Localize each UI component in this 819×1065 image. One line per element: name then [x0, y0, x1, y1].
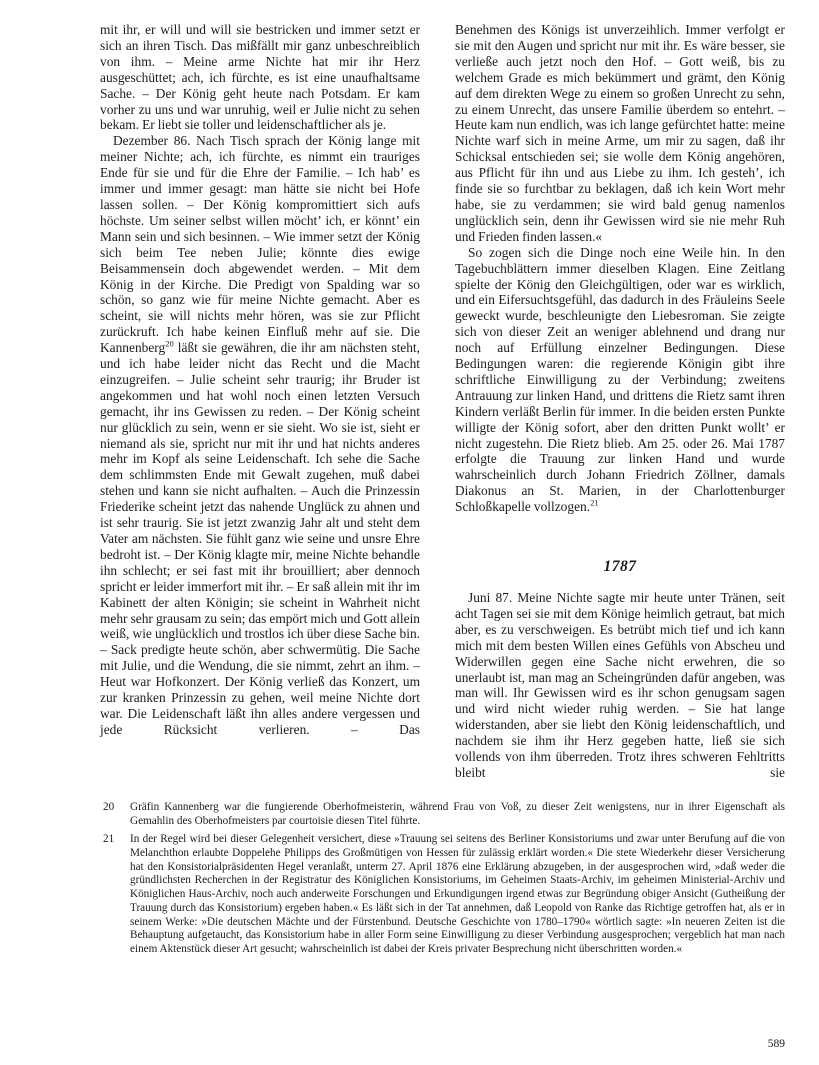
paragraph-text: Juni 87. Meine Nichte sagte mir heute unter Tränen, seit acht Tagen sei sie mit dem Könige heimlich getraut, bat mich aber, es zu verschweigen. Es betrübt mich tief und ich kann mich mit dem besten Willen eines Gefühls von Abscheu und Widerwillen gegen eine Sache nicht erwehren, die so unerlaubt ist, man mag an Scheingründen dafür angeben, was man will. Ihr Gewissen wird es ihr schon genugsam sagen und wird nicht wieder ruhig werden. – Sie hat lange widerstanden, aber sie liebt den König leidenschaftlich, und nachdem sie ihm ihr Herz gegeben hatte, ließ sie sich vollends von ihm überreden. Trotz ihres schweren Fehltritts bleibt sie: [455, 590, 785, 780]
footnote-20: [100, 801, 785, 828]
footnote-ref-21: 21: [590, 497, 599, 508]
footnote-text: Gräfin Kannenberg war die fungierende Oberhofmeisterin, während Frau von Voß, zu dieser Zeit wenigstens, nur in ihrer Eigenschaft als Gemahlin des Oberhofmeisters par courtoisie diesen Titel führte.: [130, 800, 785, 827]
footnotes-section: [100, 801, 785, 957]
paragraph-text: So zogen sich die Dinge noch eine Weile hin. In den Tagebuchblättern immer dieselben Klagen. Eine Zeitlang spielte der König den Gleichgültigen, oder war es wirklich, und ein Eifersuchtsgefühl, das dadurch in des Fräuleins Seele geweckt wurde, beschleunigte den Liebesroman. Sie zeigte sich von dieser Zeit an weniger ablehnend und drang nur noch auf Erfüllung einzelner Bedingungen. Diese Bedingungen waren: die regierende Königin gibt ihre schriftliche Einwilligung zu der Verbindung; zweitens Antrauung zur linken Hand, und drittens die Rietz samt ihren Kindern verläßt Berlin für immer. In die beiden ersten Punkte willigte der König sofort, aber den dritten Punkt wollt’ er nicht zugestehn. Die Rietz blieb. Am 25. oder 26. Mai 1787 erfolgte die Trauung zur linken Hand und wurde wahrscheinlich durch Johann Friedrich Zöllner, damals Diakonus an St. Marien, in der Charlottenburger Schloßkapelle vollzogen.: [455, 244, 785, 515]
text-columns: [100, 22, 785, 781]
paragraph: [455, 590, 785, 781]
footnote-number: 21: [103, 833, 115, 846]
year-heading: 1787: [603, 558, 637, 576]
paragraph: [100, 133, 420, 737]
page-number: 589: [767, 1038, 785, 1050]
left-column: [100, 22, 420, 781]
right-column: [455, 22, 785, 781]
paragraph-text: läßt sie gewähren, die ihr am nächsten steht, und ich habe leider nicht das Recht und die Macht einzugreifen. – Julie scheint sehr traurig; ihr Bruder ist angekommen und hat wohl noch einen letzten Versuch gemacht, ihr ins Gewissen zu reden. – Der König scheint nur glücklich zu sein, wenn er sie sieht. Wo sie ist, sieht er niemand als sie, spricht nur mit ihr und hat nichts anderes mehr im Kopf als seine Leidenschaft. Ich sehe die Sache dem schlimmsten Ende mit Gewalt zugehen, muß dabei stehen und kann sie nicht aufhalten. – Auch die Prinzessin Friederike scheint jetzt das nahende Unglück zu ahnen und ist sehr traurig. Sie ist jetzt zwanzig Jahr alt und steht dem Vater am nächsten. Sie fühlt ganz wie seine und unsre Ehre bedroht ist. – Der König klagte mir, meine Nichte behandle ihn schlecht; er sei fast mit ihr brouilliert; aber dennoch spricht er leider immerfort mit ihr. – Er saß allein mit ihr im Kabinett der alten Königin; sie scheint in Wahrheit nicht mehr sehr grausam zu sein; das empört mich und Gott allein weiß, wie unglücklich und trostlos ich über diese Sache bin. – Sack predigte heute schön, aber schwermütig. Die Sache mit Julie, und die Wendung, die sie nimmt, zehrt an ihm. – Heut war Hofkonzert. Der König verließ das Konzert, um zur kranken Prinzessin zu gehen, weil meine Nichte dort war. Die Leidenschaft läßt ihn alles andere vergessen und jede Rücksicht verlieren. – Das: [100, 340, 420, 737]
paragraph-text: mit ihr, er will und will sie bestricken und immer setzt er sich an ihren Tisch. Das mißfällt mir ganz unbeschreiblich von ihm. – Meine arme Nichte hat mir ihr Herz ausgeschüttet; ach, ich fürchte, es ist eine unaufhaltsame Sache. – Der König geht heute nach Potsdam. Er kam vorher zu uns und war unruhig, weil er Julie nicht zu sehen bekam. Er liebt sie toller und leidenschaftlicher als je.: [100, 22, 420, 133]
paragraph-text: Dezember 86. Nach Tisch sprach der König lange mit meiner Nichte; ach, ich fürchte, es nimmt ein trauriges Ende für sie und für die Ehre der Familie. – Ich hab’ es immer und immer gesagt: man hätte sie nicht bei Hofe lassen sollen. – Der König kompromittiert sich aufs höchste. Um seiner selbst willen möcht’ ich, er könnt’ ein Mann sein und sich besinnen. – Wie immer setzt der König sich beim Tee neben Julie; könnte dies ewige Beisammensein doch abgewendet werden. – Mit dem König in der Kirche. Die Predigt von Spalding war so schön, so ganz wie für meine Nichte gemacht. Aber es scheint, sie will nichts mehr hören, was sie zur Pflicht zurückruft. Ich habe keinen Einfluß mehr auf sie. Die Kannenberg: [100, 133, 420, 356]
footnote-ref-20: 20: [165, 338, 174, 349]
paragraph: [100, 22, 420, 133]
paragraph: [455, 22, 785, 245]
footnote-text: In der Regel wird bei dieser Gelegenheit versichert, diese »Trauung sei seitens des Berliner Konsistoriums und zwar unter Berufung auf die von Melanchthon erlaubte Doppelehe Philipps des Großmütigen von Hessen für zulässig erklärt worden.« Die stete Wiederkehr dieser Versicherung hat den Konsistorialpräsidenten Hegel veranlaßt, unterm 27. April 1876 eine Erklärung abzugeben, in der ausgesprochen wird, »daß weder die gründlichsten Recherchen in der Registratur des Königlichen Konsistoriums, im Geheimen Staats-Archiv, im geheimen Ministerial-Archiv und Königlichen Haus-Archiv, noch auch anderweite Forschungen und Erkundigungen irgend etwas zur Begründung obiger Ansicht (Gutheißung der Trauung durch das Konsistorium) ergeben haben.« Es läßt sich in der Tat annehmen, daß Leopold von Ranke das Richtige getroffen hat, als er in seinem Werke: »Die deutschen Mächte und der Fürstenbund. Deutsche Geschichte von 1780–1790« wörtlich sagte: »In neueren Zeiten ist die Behauptung aufgetaucht, das Konsistorium habe in aller Form seine Einwilligung zu dieser Verbindung ausgesprochen; vergeblich hat man nach einem Aktenstück dieser Art gesucht; wahrscheinlich ist dabei der Kreis privater Besprechung nicht überschritten worden.«: [130, 833, 785, 955]
paragraph-text: Benehmen des Königs ist unverzeihlich. Immer verfolgt er sie mit den Augen und spricht nur mit ihr. Es wäre besser, sie verließe auch jetzt noch den Hof. – Gott weiß, bis zu welchem Grade es mich bekümmert und grämt, den König auf dem direkten Wege zu einem so großen Unrecht zu sehn, zu einem Unrecht, das unsere Familie überdem so entehrt. – Heute kam nun endlich, was ich lange gefürchtet hatte: meine Nichte warf sich in meine Arme, um mir zu sagen, daß ihr Schicksal entschieden sei; sie wolle dem König angehören, aus Pflicht für ihn und aus Liebe zu ihm. Ich gesteh’, ich finde sie so furchtbar zu beklagen, daß ich kein Wort mehr habe, sie zu verdammen; sie wird bald genug namenlos unglücklich sein, denn ihr Gewissen wird sie nie mehr Ruh und Frieden finden lassen.«: [455, 22, 785, 244]
paragraph: [455, 245, 785, 515]
footnote-number: 20: [103, 800, 115, 813]
footnote-21: [100, 833, 785, 956]
